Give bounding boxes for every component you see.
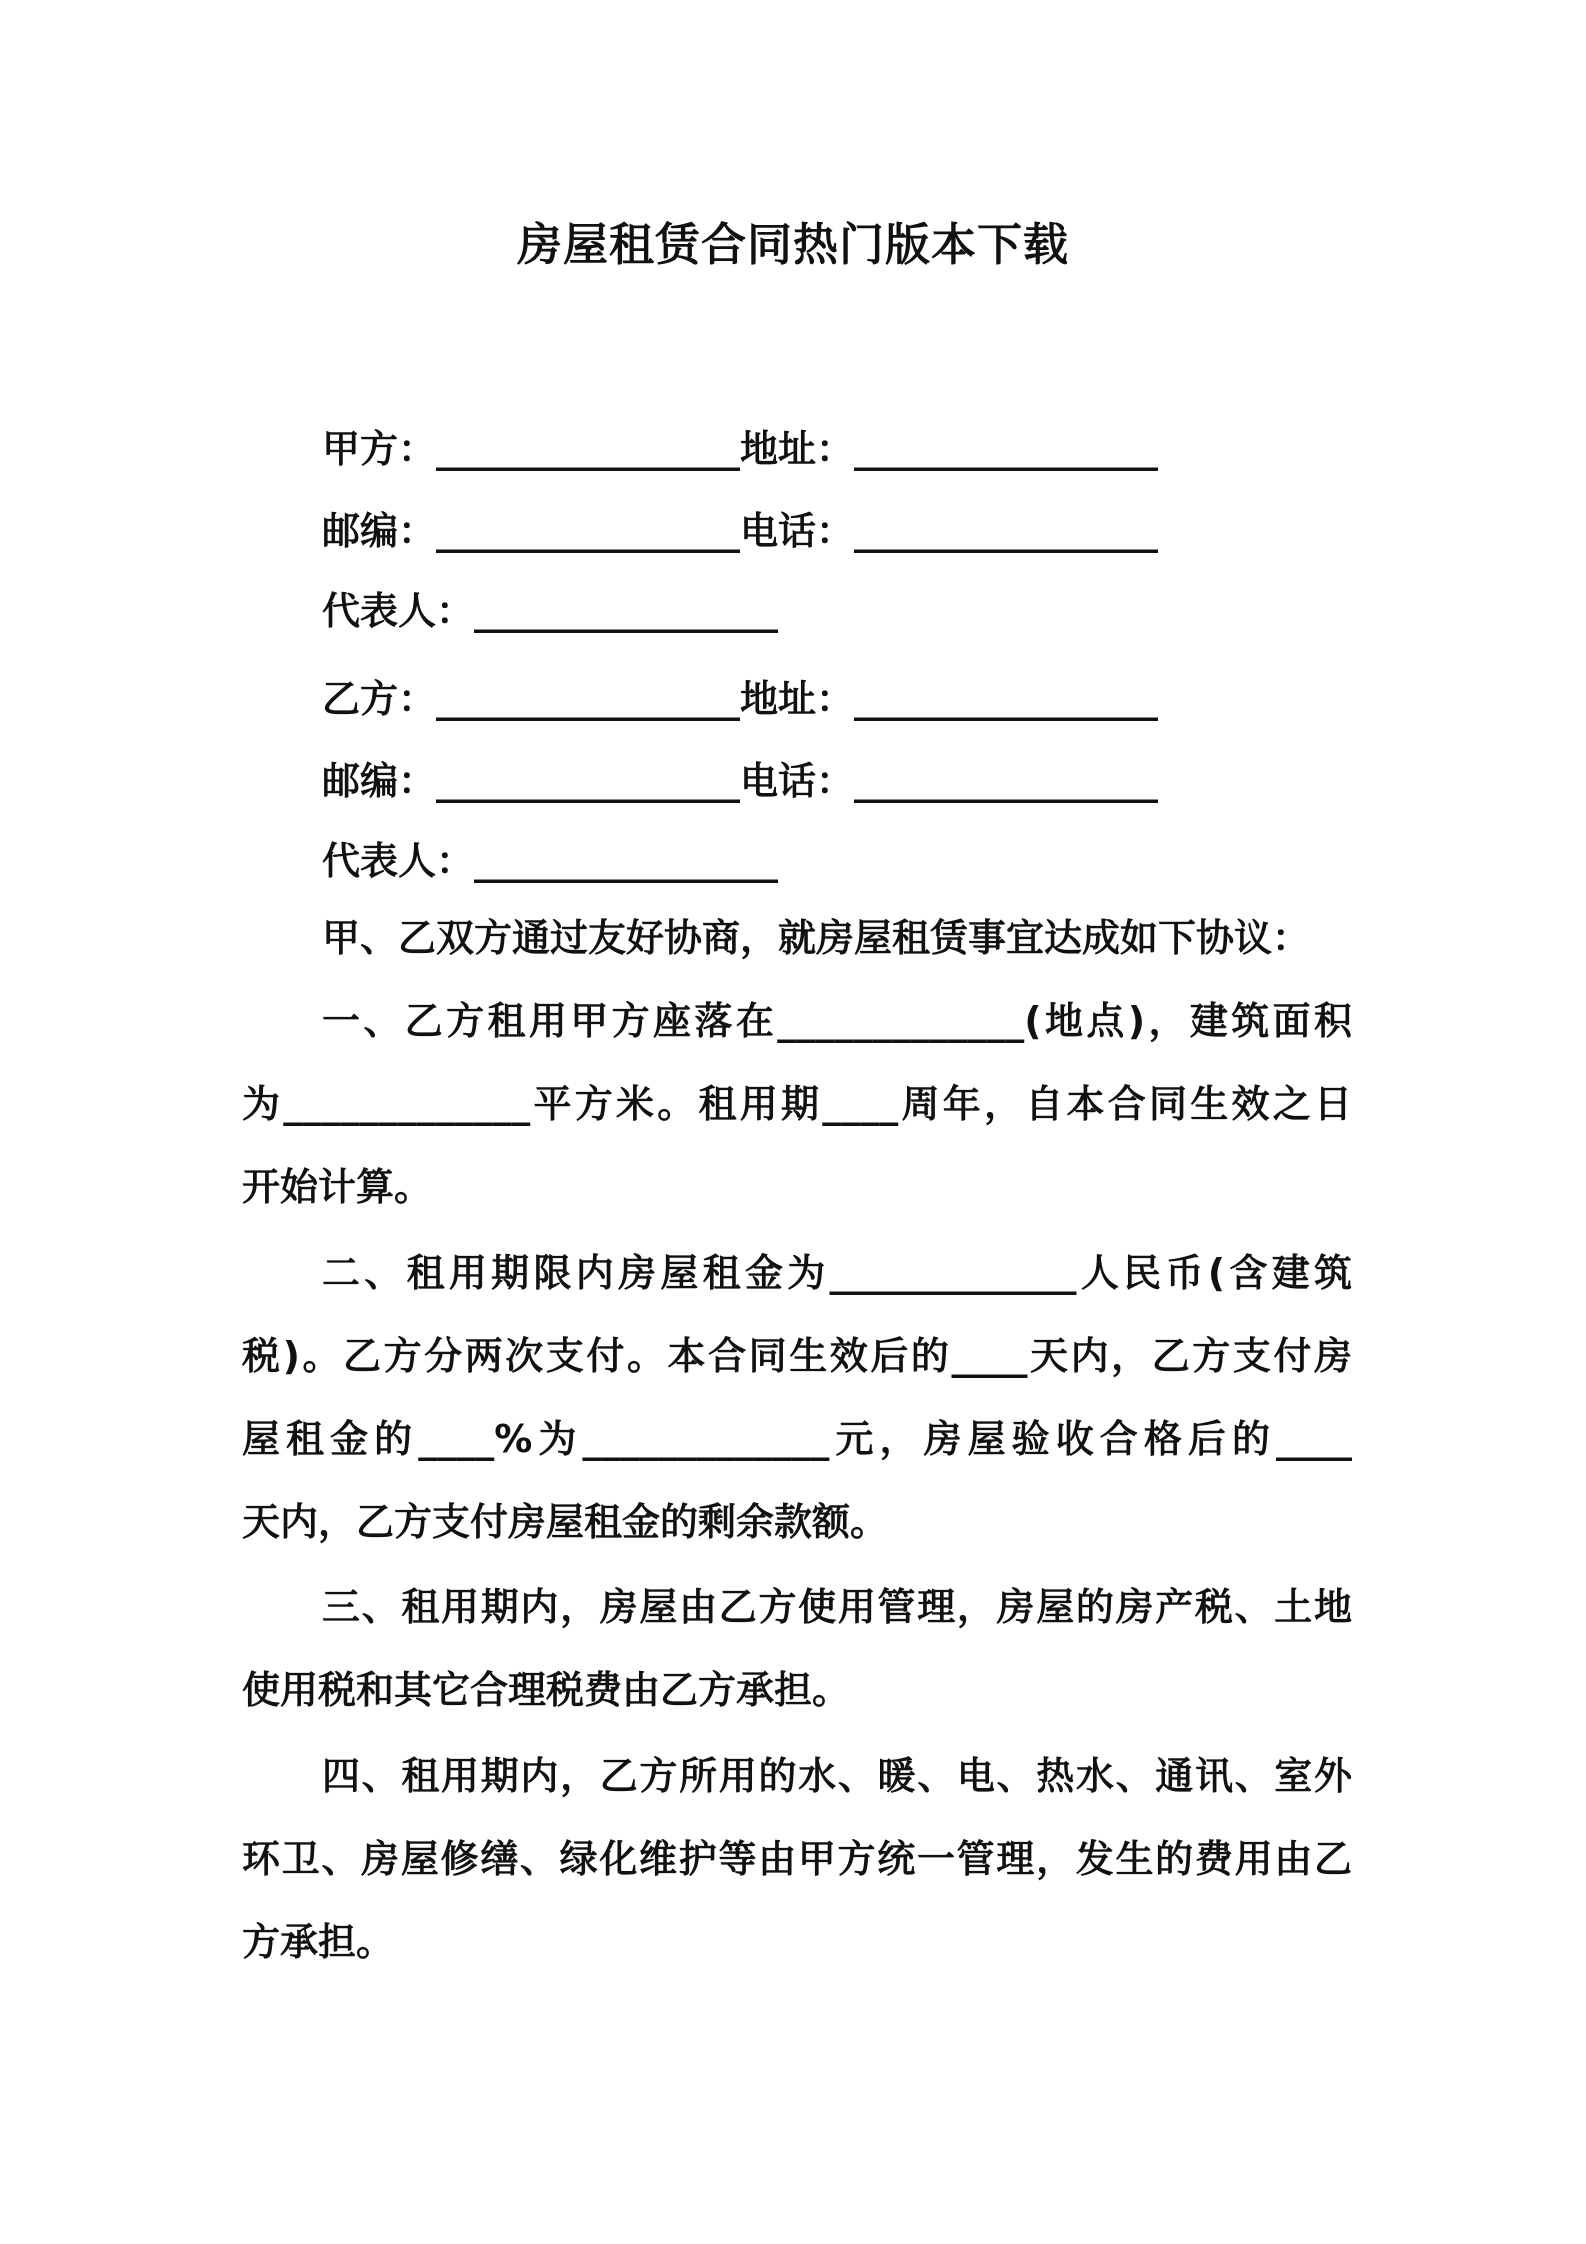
clause-2-paragraph [242,1232,1352,1564]
clause-2-line-3: 屋租金的____%为_____________元，房屋验收合格后的____ [242,1417,1352,1461]
party-b-postcode-phone-line: 邮编：________________电话：________________ [322,759,1159,803]
party-b-representative-line: 代表人：________________ [322,839,779,883]
clause-3-line-2: 使用税和其它合理税费由乙方承担。 [242,1668,851,1712]
party-b-name-address-line: 乙方：________________地址：________________ [322,677,1159,721]
clause-2-line-1: 二、租用期限内房屋租金为_____________人民币(含建筑 [322,1251,1352,1295]
clause-3-line-1: 三、租用期内，房屋由乙方使用管理，房屋的房产税、土地 [322,1585,1352,1629]
clause-1-line-2: 为_____________平方米。租用期____周年，自本合同生效之日 [242,1082,1352,1126]
clause-2-line-2: 税)。乙方分两次支付。本合同生效后的____天内，乙方支付房 [242,1334,1352,1378]
party-a-postcode-phone-line: 邮编：________________电话：________________ [322,509,1159,553]
clause-1-line-3: 开始计算。 [242,1165,433,1209]
clause-4-paragraph [242,1735,1352,1984]
party-a-name-address-line: 甲方：________________地址：________________ [322,427,1159,471]
clause-4-line-1: 四、租用期内，乙方所用的水、暖、电、热水、通讯、室外 [322,1754,1352,1798]
clause-4-line-3: 方承担。 [242,1920,395,1964]
clause-4-line-2: 环卫、房屋修缮、绿化维护等由甲方统一管理，发生的费用由乙 [242,1837,1352,1881]
clause-3-paragraph [242,1566,1352,1732]
intro-paragraph [242,897,1352,980]
document-title: 房屋租赁合同热门版本下载 [516,218,1069,271]
intro-text: 甲、乙双方通过友好协商，就房屋租赁事宜达成如下协议： [322,916,1311,960]
clause-1-paragraph [242,980,1352,1229]
clause-2-line-4: 天内，乙方支付房屋租金的剩余款额。 [242,1500,889,1544]
clause-1-line-1: 一、乙方租用甲方座落在_____________(地点)，建筑面积 [322,999,1352,1043]
party-a-representative-line: 代表人：________________ [322,589,779,633]
